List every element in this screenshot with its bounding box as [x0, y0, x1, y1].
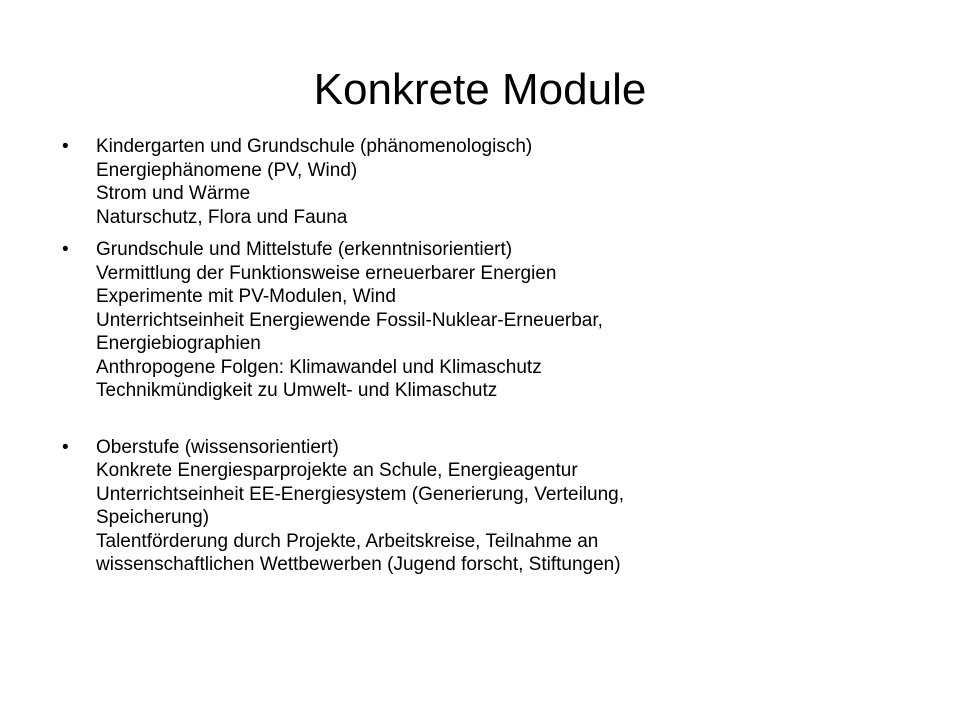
bullet-icon: •: [62, 136, 69, 157]
bullet-list: [60, 135, 920, 577]
bullet-icon: •: [62, 436, 69, 458]
bullet-line: Unterrichtseinheit EE-Energiesystem (Generierung, Verteilung,: [96, 483, 625, 505]
bullet-line: Naturschutz, Flora und Fauna: [96, 206, 348, 228]
bullet-line: Technikmündigkeit zu Umwelt- und Klimaschutz: [96, 380, 498, 401]
bullet-line: Experimente mit PV-Modulen, Wind: [96, 286, 396, 307]
bullet-line: Konkrete Energiesparprojekte an Schule, Energieagentur: [96, 460, 578, 481]
bullet-item: [60, 238, 920, 403]
bullet-line: Talentförderung durch Projekte, Arbeitskreise, Teilnahme an: [96, 530, 599, 552]
bullet-item: [60, 135, 920, 229]
bullet-line: Unterrichtseinheit Energiewende Fossil-Nuklear-Erneuerbar,: [96, 309, 603, 331]
bullet-line: Speicherung): [96, 507, 210, 528]
bullet-line: Kindergarten und Grundschule (phänomenologisch): [96, 136, 533, 157]
bullet-line: Oberstufe (wissensorientiert): [96, 436, 339, 458]
bullet-line: Strom und Wärme: [96, 183, 251, 204]
bullet-icon: •: [62, 239, 69, 260]
bullet-line: Energiephänomene (PV, Wind): [96, 159, 358, 181]
bullet-line: Grundschule und Mittelstufe (erkenntnisorientiert): [96, 239, 513, 260]
bullet-line: Anthropogene Folgen: Klimawandel und Klimaschutz: [96, 356, 542, 378]
bullet-line: wissenschaftlichen Wettbewerben (Jugend forscht, Stiftungen): [96, 554, 621, 575]
bullet-line: Energiebiographien: [96, 333, 261, 354]
bullet-item: [60, 436, 920, 577]
bullet-line: Vermittlung der Funktionsweise erneuerbarer Energien: [96, 262, 557, 284]
slide-title: Konkrete Module: [313, 65, 647, 114]
